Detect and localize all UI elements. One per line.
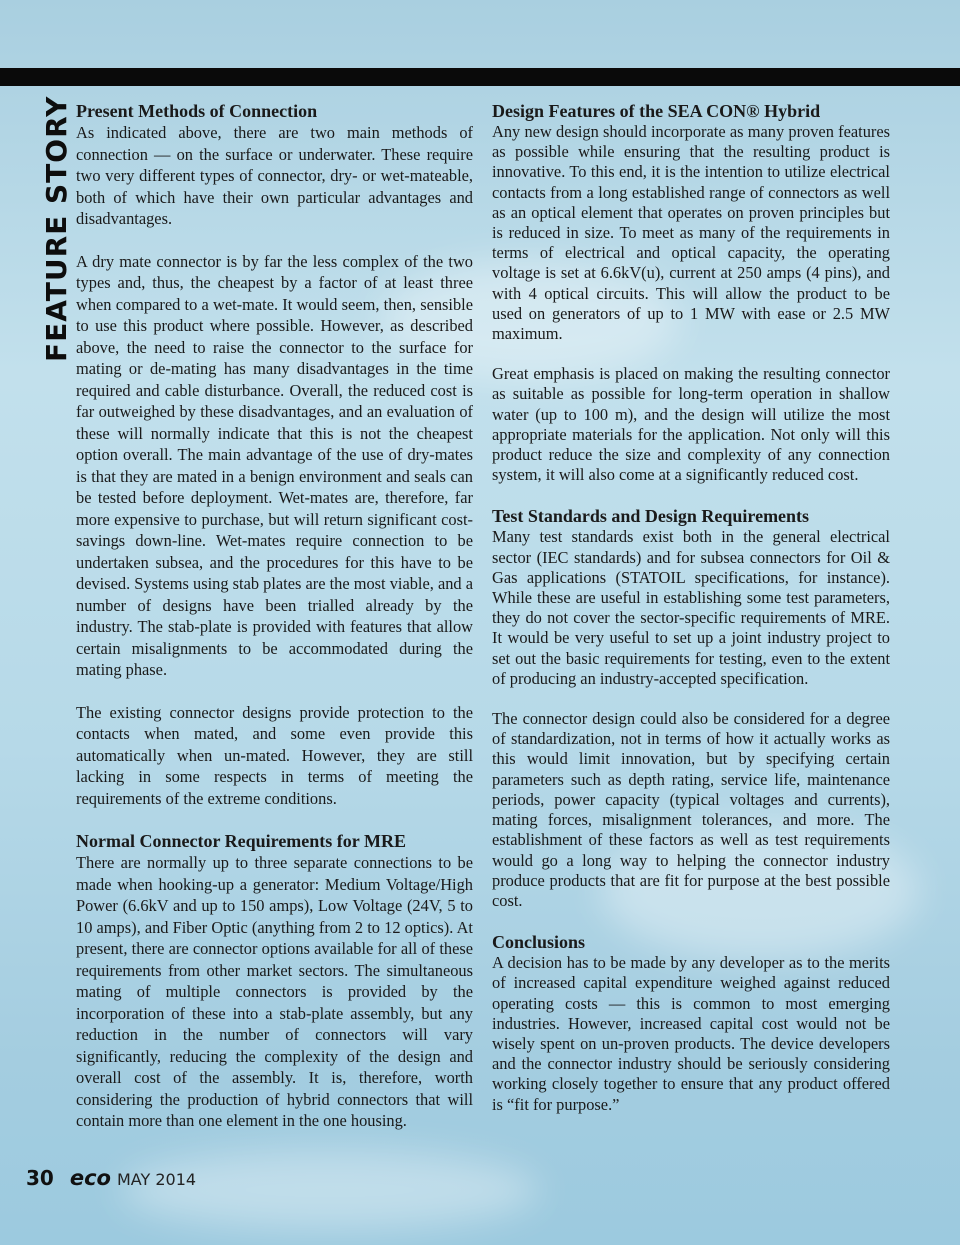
issue-date: MAY 2014 <box>116 1170 197 1189</box>
section-label: FEATURE STORY <box>40 95 73 362</box>
paragraph: A dry mate connector is by far the less complex of the two types and, thus, the cheapest by a factor of at least three when compared to a wet-mate. It would seem, then, sensible to use this product where possible. However, as described above, the need to raise the connector to the surface for mating or de-mating has many disadvantages in the time required and cable disturbance. Overall, the reduced cost is far outweighed by these disadvantages, and an evaluation of these will normally indicate that this is not the cheapest option overall. The main advantage of the use of dry-mates is that they are mated in a benign environment and seals can be tested before deployment. Wet-mates are, therefore, far more expensive to purchase, but will return significant cost-savings down-line. Wet-mates require connection to be undertaken subsea, and the procedures for this have to be devised. Systems using stab plates are the most viable, and a number of designs have been trialled already by the industry. The stab-plate is provided with features that allow certain misalignments to be accommodated during the mating phase. <box>76 251 473 679</box>
section-heading: Normal Connector Requirements for MRE <box>76 831 406 851</box>
water-highlight <box>120 1150 540 1230</box>
paragraph: As indicated above, there are two main methods of connection — on the surface or underwater. These require two very different types of connector, dry- or wet-mateable, both of which have their own particular advantages and disadvantages. <box>76 123 473 228</box>
paragraph: The existing connector designs provide protection to the contacts when mated, and some even provide this automatically when un-mated. However, they are still lacking in some respects in terms of meeting the requirements of the extreme conditions. <box>76 702 473 808</box>
paragraph: Any new design should incorporate as many proven features as possible while ensuring that the resulting product is innovative. To this end, it is the intention to utilize electrical contacts from a long established range of connectors as well as an optical element that operates on proven principles but is reduced in size. To meet as many of the requirements in terms of electrical and optical capacity, the operating voltage is set at 6.6kV(u), current at 250 amps (4 pins), and with 4 optical circuits. This will allow the product to be used on generators of up to 1 MW with ease or 2.5 MW maximum. <box>492 122 890 344</box>
section-heading: Design Features of the SEA CON® Hybrid <box>492 101 821 121</box>
section-heading: Conclusions <box>492 932 586 953</box>
header-side-block <box>0 68 40 86</box>
paragraph: There are normally up to three separate connections to be made when hooking-up a generator: Medium Voltage/High Power (6.6kV and up to 150 amps), Low Voltage (24V, 5 to 10 amps), and Fiber Optic (anything from 2 to 12 optics). At present, there are connector options available for all of these requirements from other market sectors. The simultaneous mating of multiple connectors is provided by the incorporation of these into a stab-plate assembly, but any reduction in the number of connectors will vary significantly, reducing the complexity of the design and overall cost of the assembly. It is, therefore, worth considering the production of hybrid connectors that will contain more than one element in the one housing. <box>76 853 473 1130</box>
right-column <box>492 100 890 1135</box>
section-heading: Present Methods of Connection <box>76 101 318 121</box>
header-bar <box>0 68 960 86</box>
left-column <box>76 100 473 1153</box>
page-footer <box>26 1166 196 1190</box>
page-number: 30 <box>26 1166 54 1190</box>
paragraph: Many test standards exist both in the general electrical sector (IEC standards) and for subsea connectors for Oil & Gas applications (STATOIL specifications, for instance). While these are useful in establishing some test parameters, they do not cover the sector-specific requirements of MRE. It would be very useful to set up a joint industry project to set out the basic requirements for testing, even to the extent of producing an industry-accepted specification. <box>492 527 890 688</box>
publication-logo: eco <box>69 1166 111 1190</box>
section-heading: Test Standards and Design Requirements <box>492 506 810 527</box>
paragraph: The connector design could also be considered for a degree of standardization, not in terms of how it actually works as this would limit innovation, but by specifying certain parameters such as depth rating, service life, maintenance periods, power capacity (typical voltages and currents), mating forces, misalignment tolerances, and more. The establishment of these factors as well as test requirements would go a long way to helping the connector industry produce products that are fit for purpose at the best possible cost. <box>492 709 890 910</box>
paragraph: Great emphasis is placed on making the resulting connector as suitable as possible for long-term operation in shallow water (up to 100 m), and the design will utilize the most appropriate materials for the application. Not only will this product reduce the size and complexity of any connection system, it will also come at a significantly reduced cost. <box>492 364 890 485</box>
paragraph: A decision has to be made by any developer as to the merits of increased capital expenditure weighed against reduced operating costs — this is common to most emerging industries. However, increased capital cost would not be wisely spent on un-proven products. The device developers and the connector industry should be seriously considering working closely together to ensure that any product offered is “fit for purpose.” <box>492 953 890 1114</box>
